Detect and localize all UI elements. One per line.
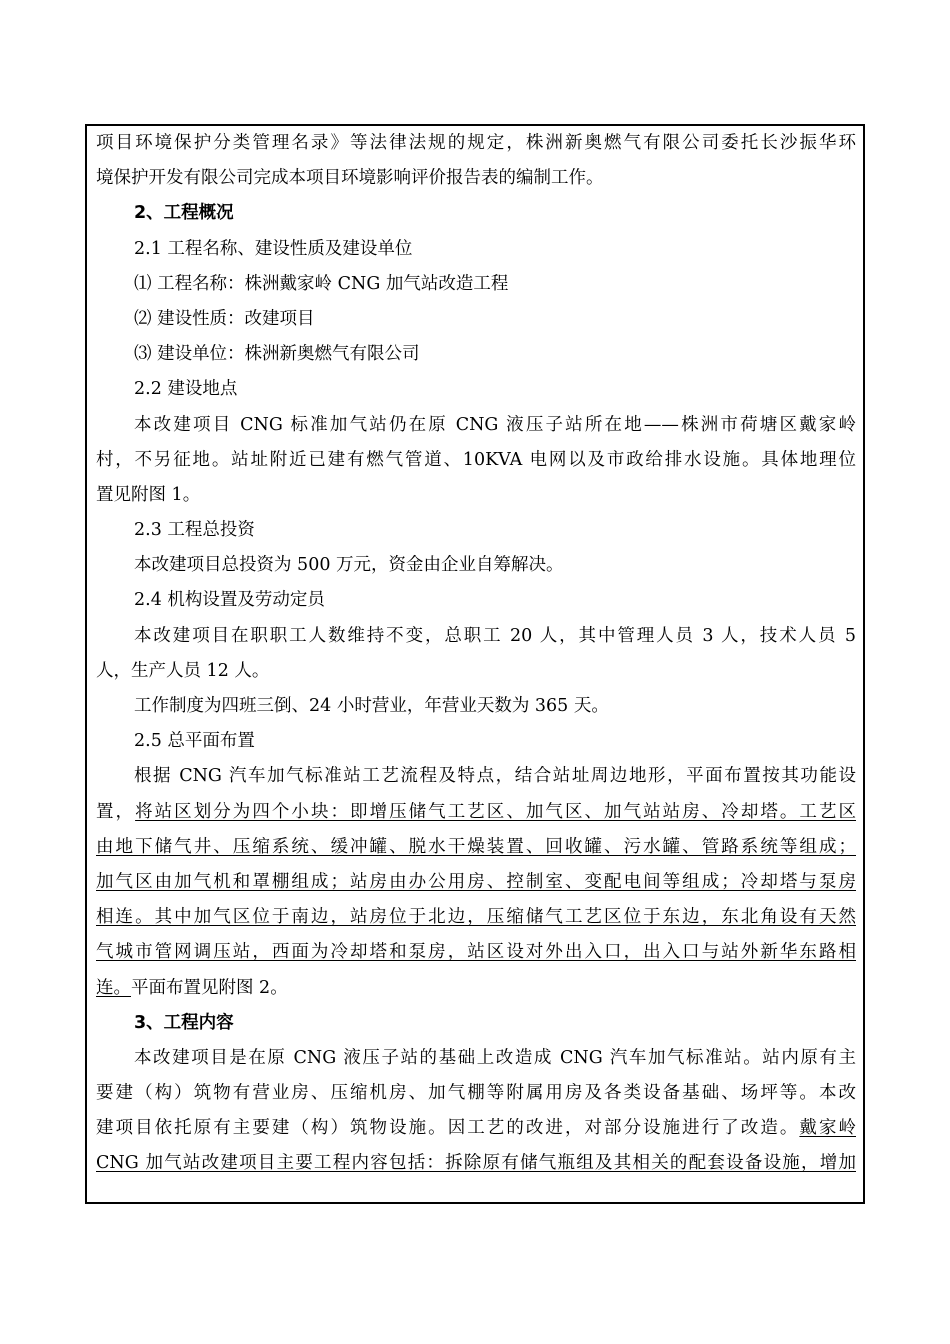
plain-text: 本改建项目总投资为 500 万元，资金由企业自筹解决。 [134,555,564,576]
text-line [96,795,856,830]
document-body [96,126,856,1182]
plain-text: 本改建项目 CNG 标准加气站仍在原 CNG 液压子站所在地——株洲市荷塘区戴家岭 [134,414,856,435]
plain-text: 建项目依托原有主要建（构）筑物设施。因工艺的改进，对部分设施进行了改造。 [96,1118,800,1139]
underlined-text: 相连。其中加气区位于南边，站房位于北边，压缩储气工艺区位于东边，东北角设有天然 [96,907,856,928]
plain-text: 置， [96,801,136,822]
plain-text: 置见附图 1。 [96,484,201,505]
plain-text: 平面布置见附图 2。 [131,977,288,998]
plain-text: 2.5 总平面布置 [134,731,255,752]
plain-text: ⑶ 建设单位：株洲新奥燃气有限公司 [134,344,420,365]
plain-text: 2.3 工程总投资 [134,520,255,541]
plain-text: 2.2 建设地点 [134,379,238,400]
plain-text: 本改建项目在职职工人数维持不变，总职工 20 人，其中管理人员 3 人，技术人员 5 [134,625,856,646]
plain-text: 工作制度为四班三倒、24 小时营业，年营业天数为 365 天。 [134,696,609,716]
text-line [96,161,856,196]
text-line [96,408,856,443]
underlined-text: 将站区划分为四个小块：即增压储气工艺区、加气区、加气站站房、冷却塔。工艺区 [135,801,856,822]
plain-text: 根据 CNG 汽车加气标准站工艺流程及特点，结合站址周边地形，平面布置按其功能设 [134,766,856,787]
plain-text: 本改建项目是在原 CNG 液压子站的基础上改造成 CNG 汽车加气标准站。站内原有主 [134,1047,856,1068]
text-line [96,126,856,161]
text-line [96,865,856,900]
text-line [96,267,856,302]
text-line [96,759,856,794]
underlined-text: 戴家岭 [799,1118,856,1139]
text-line [96,724,856,759]
text-line [96,1006,856,1041]
text-line [96,1076,856,1111]
text-line [96,513,856,548]
text-line [96,232,856,267]
underlined-text: 气城市管网调压站，西面为冷却塔和泵房，站区设对外出入口，出入口与站外新华东路相 [96,942,856,963]
text-line [96,583,856,618]
plain-text: 人，生产人员 12 人。 [96,660,270,681]
text-line [96,935,856,970]
text-line [96,372,856,407]
underlined-text: CNG 加气站改建项目主要工程内容包括：拆除原有储气瓶组及其相关的配套设备设施，增加 [96,1153,856,1174]
text-line [96,478,856,513]
underlined-text: 加气区由加气机和罩棚组成；站房由办公用房、控制室、变配电间等组成；冷却塔与泵房 [96,871,856,892]
text-line [96,689,856,724]
underlined-text: 由地下储气井、压缩系统、缓冲罐、脱水干燥装置、回收罐、污水罐、管路系统等组成； [96,836,856,857]
plain-text: ⑴ 工程名称：株洲戴家岭 CNG 加气站改造工程 [134,273,509,294]
document-frame [85,124,865,1204]
plain-text: 项目环境保护分类管理名录》等法律法规的规定，株洲新奥燃气有限公司委托长沙振华环 [96,133,856,153]
text-line [96,619,856,654]
text-line [96,548,856,583]
plain-text: ⑵ 建设性质：改建项目 [134,308,315,329]
plain-text: 2.4 机构设置及劳动定员 [134,590,325,611]
text-line [96,1146,856,1181]
text-line [96,302,856,337]
plain-text: 境保护开发有限公司完成本项目环境影响评价报告表的编制工作。 [96,168,604,189]
plain-text: 2.1 工程名称、建设性质及建设单位 [134,238,413,259]
section-heading: 2、工程概况 [134,203,234,224]
text-line [96,900,856,935]
underlined-text: 连。 [96,977,131,998]
text-line [96,1041,856,1076]
text-line [96,654,856,689]
text-line [96,337,856,372]
text-line [96,1111,856,1146]
text-line [96,443,856,478]
text-line [96,830,856,865]
section-heading: 3、工程内容 [134,1012,234,1033]
text-line [96,196,856,231]
plain-text: 村，不另征地。站址附近已建有燃气管道、10KVA 电网以及市政给排水设施。具体地理位 [96,449,856,470]
plain-text: 要建（构）筑物有营业房、压缩机房、加气棚等附属用房及各类设备基础、场坪等。本改 [96,1083,856,1104]
text-line [96,971,856,1006]
